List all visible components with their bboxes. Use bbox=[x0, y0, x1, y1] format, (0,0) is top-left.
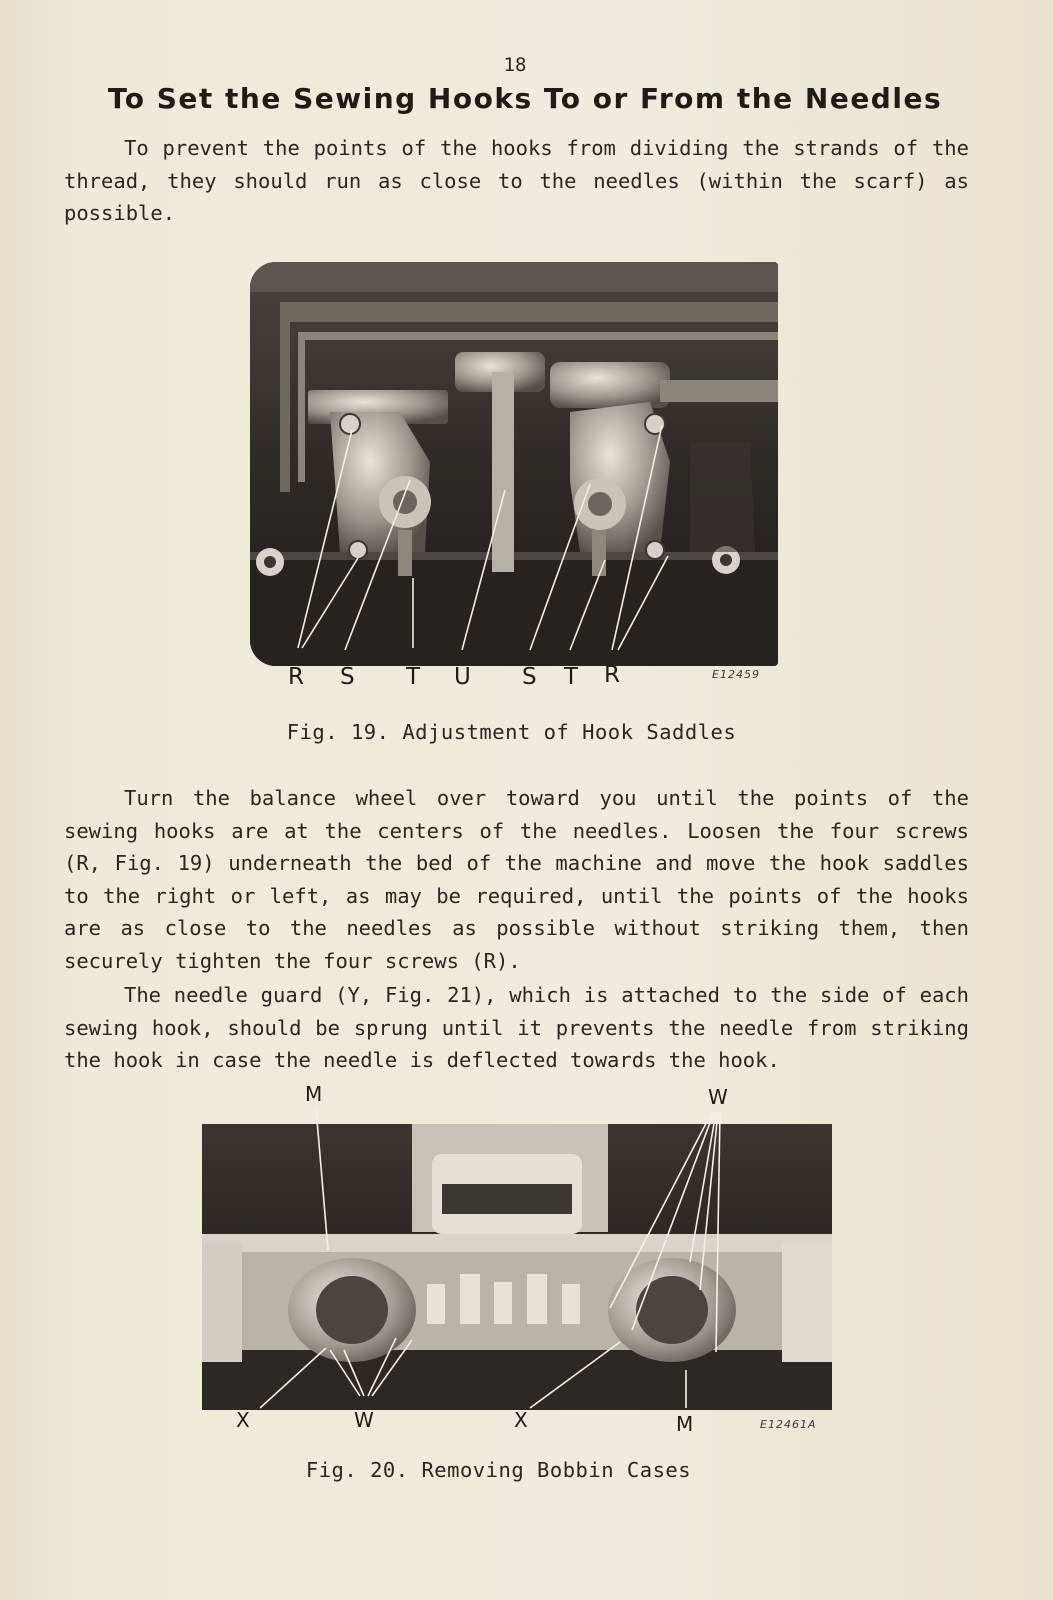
fig19-label-u: U bbox=[454, 664, 471, 690]
fig19-label-t-left: T bbox=[406, 664, 421, 690]
fig20-label-m-top: M bbox=[305, 1082, 323, 1106]
fig20-label-m-bottom: M bbox=[676, 1412, 694, 1436]
paragraph-1: To prevent the points of the hooks from dividing the strands of the thread, they should run as close to the needles (within the scarf) as possible. bbox=[64, 136, 969, 225]
fig19-label-s-left: S bbox=[340, 664, 355, 690]
fig19-code: E12459 bbox=[712, 668, 760, 681]
fig19-label-s-right: S bbox=[522, 664, 537, 690]
fig20-label-x-left: X bbox=[236, 1408, 250, 1432]
fig20-label-w-bottom: W bbox=[354, 1408, 374, 1432]
fig19-photo bbox=[250, 262, 778, 666]
fig20-label-w-top: W bbox=[708, 1085, 728, 1109]
paragraph-3: The needle guard (Y, Fig. 21), which is attached to the side of each sewing hook, should be sprung until it prevents the needle from striking the hook in case the needle is deflected towards the hook. bbox=[64, 983, 969, 1072]
page-number: 18 bbox=[503, 54, 527, 76]
section-heading: To Set the Sewing Hooks To or From the Needles bbox=[107, 82, 943, 115]
fig19-label-r-left: R bbox=[288, 664, 304, 690]
paragraph-2: Turn the balance wheel over toward you until the points of the sewing hooks are at the centers of the needles. Loosen the four screws (R, Fig. 19) underneath the bed of the machine and move the hook saddles to the right or left, as may be required, until the points of the hooks are as close to the needles as possible without striking them, then securely tighten the four screws (R). bbox=[64, 786, 969, 973]
fig20-code: E12461A bbox=[760, 1418, 817, 1431]
fig19-caption: Fig. 19. Adjustment of Hook Saddles bbox=[286, 720, 737, 744]
fig20-label-x-mid: X bbox=[514, 1408, 528, 1432]
fig20-photo bbox=[202, 1124, 832, 1410]
fig19-label-t-right: T bbox=[564, 664, 579, 690]
fig19-label-r-right: R bbox=[604, 662, 620, 688]
fig20-caption: Fig. 20. Removing Bobbin Cases bbox=[305, 1458, 692, 1482]
